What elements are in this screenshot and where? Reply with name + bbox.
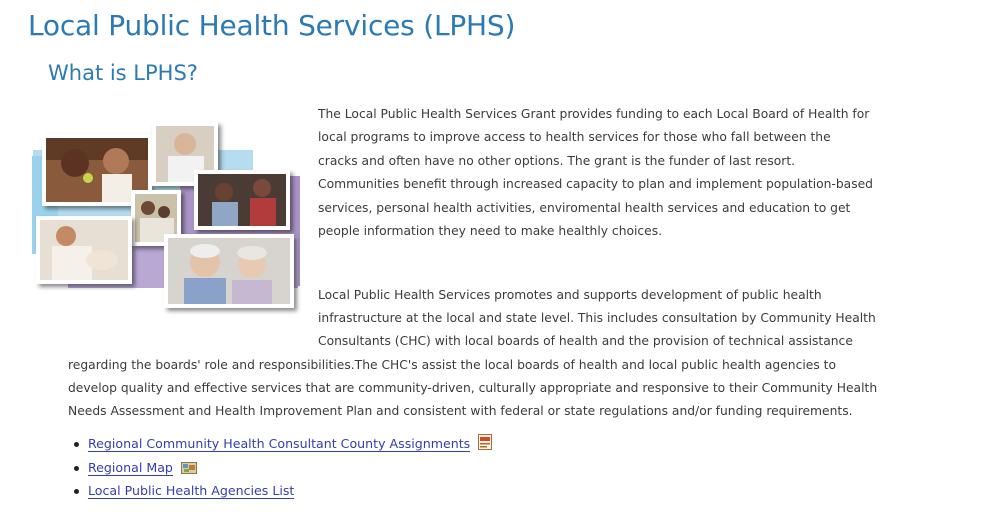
pdf-icon[interactable] xyxy=(478,434,492,450)
bullet-icon xyxy=(74,442,79,447)
list-item xyxy=(68,479,492,503)
resource-links-list xyxy=(68,432,492,503)
page-title: Local Public Health Services (LPHS) xyxy=(28,9,516,42)
services-line: infrastructure at the local and state level. This includes consultation by Community Health xyxy=(318,311,876,325)
section-title: What is LPHS? xyxy=(48,61,198,85)
bullet-icon xyxy=(74,466,79,471)
services-line: develop quality and effective services that are community-driven, culturally appropriate and responsive to their Community Health xyxy=(68,381,878,395)
list-item xyxy=(68,456,492,480)
intro-paragraph: The Local Public Health Services Grant provides funding to each Local Board of Health for local programs to improve access to health services for those who fall between the cracks and often have no other options. The grant is the funder of last resort. Communities benefit through increased capacity to plan and implement population-based services, personal health activities, enviromental health services and education to get people information they need to make healthly choices. xyxy=(318,107,873,239)
services-line: Local Public Health Services promotes and supports development of public health xyxy=(318,288,822,302)
services-line: Consultants (CHC) with local boards of health and the provision of technical assistance xyxy=(318,334,853,348)
bullet-icon xyxy=(74,489,79,494)
link-chc-county-assignments[interactable]: Regional Community Health Consultant County Assignments xyxy=(88,436,471,451)
link-regional-map[interactable]: Regional Map xyxy=(88,459,173,475)
image-icon[interactable] xyxy=(181,462,197,474)
family-photo-collage xyxy=(30,118,302,316)
services-line: regarding the boards' role and responsibilities.The CHC's assist the local boards of health and local public health agencies to xyxy=(68,358,836,372)
services-line: Needs Assessment and Health Improvement Plan and consistent with federal or state regulations and/or funding requirements. xyxy=(68,404,853,418)
list-item xyxy=(68,432,492,456)
link-lpha-list[interactable]: Local Public Health Agencies List xyxy=(88,483,295,499)
